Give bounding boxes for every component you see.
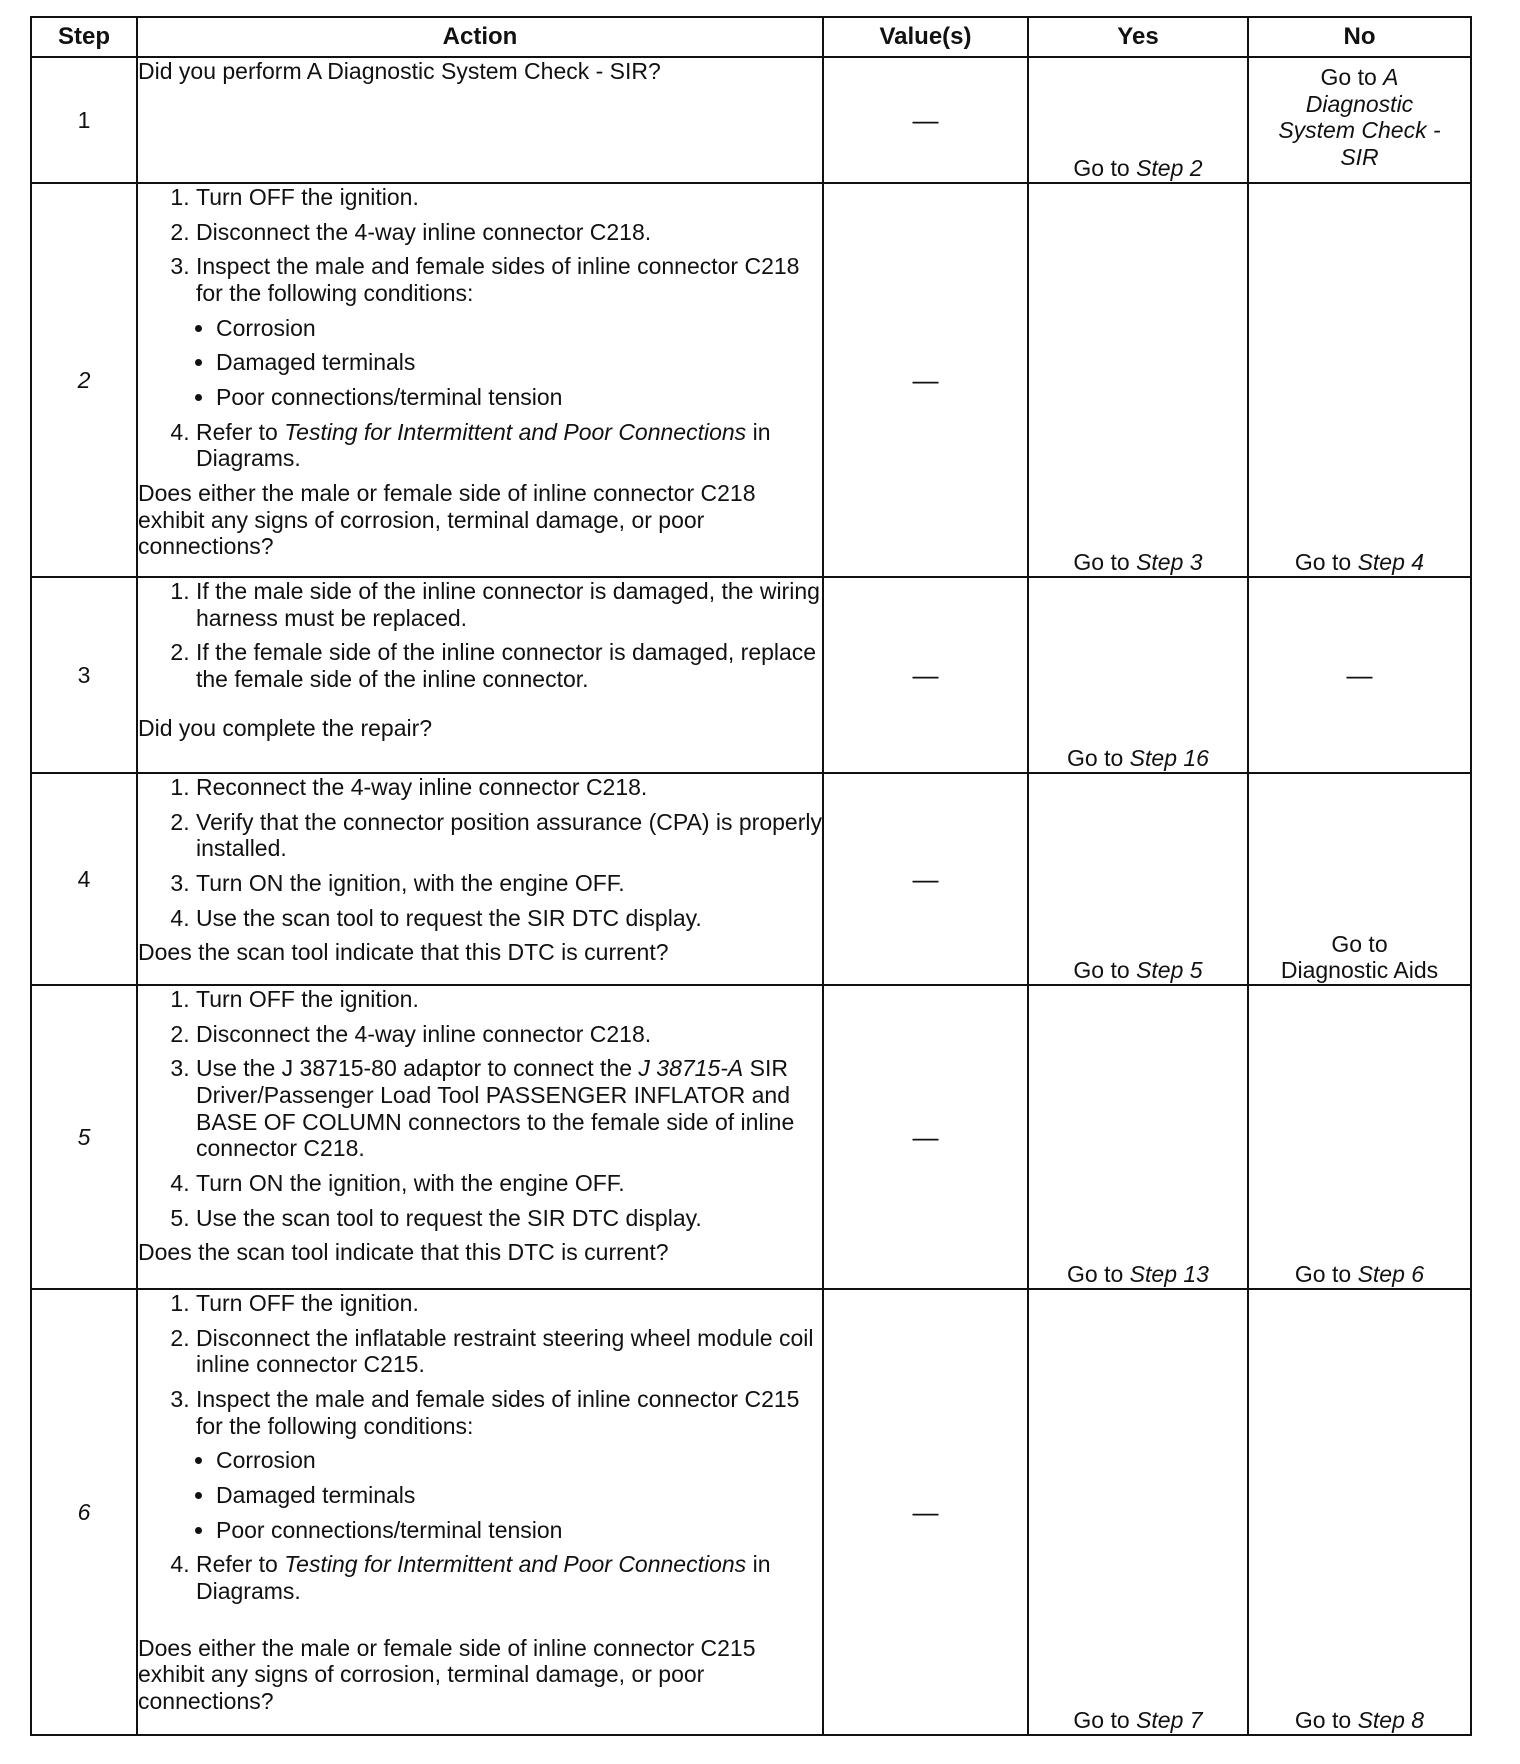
- value-cell: —: [823, 57, 1028, 183]
- action-steps: [138, 184, 822, 472]
- condition-item: • Poor connections/terminal tension: [216, 1517, 822, 1544]
- step-number: 1: [31, 57, 137, 183]
- condition-list: [196, 315, 822, 411]
- action-item: 1. If the male side of the inline connector is damaged, the wiring harness must be replaced.: [196, 578, 822, 631]
- no-prefix: Go to: [1331, 930, 1388, 957]
- diagnostic-table: [30, 16, 1472, 1736]
- no-prefix: Go to: [1294, 1707, 1352, 1734]
- condition-list: [196, 1447, 822, 1543]
- yes-cell: [1028, 183, 1248, 577]
- header-action: Action: [137, 17, 823, 57]
- no-target-link[interactable]: Step 6: [1357, 1261, 1425, 1288]
- table-row: [31, 773, 1471, 985]
- yes-prefix: Go to: [1073, 957, 1130, 984]
- action-question: Did you perform A Diagnostic System Check - SIR?: [138, 58, 661, 84]
- no-target-link[interactable]: A Diagnostic System Check - SIR: [1278, 64, 1441, 171]
- table-row: [31, 1289, 1471, 1735]
- condition-item: • Corrosion: [216, 315, 822, 342]
- table-row: [31, 577, 1471, 773]
- action-cell: [137, 773, 823, 985]
- action-item: 1. Turn OFF the ignition.: [196, 1290, 822, 1317]
- action-item: 2. Disconnect the inflatable restraint steering wheel module coil inline connector C215.: [196, 1325, 822, 1378]
- no-prefix: Go to: [1294, 1261, 1352, 1288]
- no-cell: [1248, 985, 1471, 1289]
- yes-prefix: Go to: [1067, 745, 1124, 772]
- yes-prefix: Go to: [1073, 155, 1130, 182]
- action-item-text: Inspect the male and female sides of inline connector C218 for the following conditions:: [196, 253, 800, 307]
- action-question: Does either the male or female side of inline connector C215 exhibit any signs of corrosion, terminal damage, or poor connections?: [138, 1634, 756, 1715]
- yes-cell: [1028, 1289, 1248, 1735]
- action-cell: [137, 183, 823, 577]
- action-item: 2. Disconnect the 4-way inline connector C218.: [196, 1021, 822, 1048]
- action-item: [196, 1055, 822, 1162]
- step-number: 6: [31, 1289, 137, 1735]
- yes-cell: [1028, 57, 1248, 183]
- yes-target-link[interactable]: Step 5: [1136, 957, 1203, 984]
- no-cell: [1248, 57, 1471, 183]
- value-cell: —: [823, 577, 1028, 773]
- action-cell: [137, 57, 823, 183]
- header-yes: Yes: [1028, 17, 1248, 57]
- no-cell: [1248, 1289, 1471, 1735]
- step-number: 5: [31, 985, 137, 1289]
- action-item: 4. Turn ON the ignition, with the engine OFF.: [196, 1170, 822, 1197]
- action-steps: [138, 774, 822, 931]
- refer-prefix: Refer to: [196, 418, 278, 445]
- action-question: Does either the male or female side of inline connector C218 exhibit any signs of corrosion, terminal damage, or poor connections?: [138, 480, 756, 560]
- header-values: Value(s): [823, 17, 1028, 57]
- action-item: 1. Turn OFF the ignition.: [196, 986, 822, 1013]
- yes-prefix: Go to: [1073, 1707, 1130, 1734]
- no-target-link[interactable]: Step 8: [1357, 1707, 1425, 1734]
- no-target-link[interactable]: Diagnostic Aids: [1280, 957, 1439, 984]
- action-cell: [137, 577, 823, 773]
- action-steps: [138, 986, 822, 1231]
- action-steps: [138, 1290, 822, 1605]
- yes-target-link[interactable]: Step 13: [1129, 1261, 1209, 1288]
- no-cell: [1248, 183, 1471, 577]
- refer-suffix: in Diagrams.: [196, 418, 771, 472]
- step-number: 2: [31, 183, 137, 577]
- table-row: [31, 183, 1471, 577]
- yes-prefix: Go to: [1067, 1261, 1124, 1288]
- reference-link[interactable]: Testing for Intermittent and Poor Connections: [284, 1551, 747, 1578]
- header-no: No: [1248, 17, 1471, 57]
- no-prefix: Go to: [1294, 549, 1352, 576]
- action-item: [196, 1551, 822, 1604]
- action-question: Did you complete the repair?: [138, 714, 433, 741]
- action-item: 2. Verify that the connector position assurance (CPA) is properly installed.: [196, 809, 822, 862]
- action-item: [196, 253, 822, 410]
- yes-target-link[interactable]: Step 16: [1129, 745, 1209, 772]
- value-cell: —: [823, 183, 1028, 577]
- yes-target-link[interactable]: Step 2: [1136, 155, 1203, 182]
- refer-prefix: Refer to: [196, 1551, 278, 1578]
- condition-item: • Poor connections/terminal tension: [216, 384, 822, 411]
- refer-suffix: in Diagrams.: [196, 1551, 771, 1605]
- condition-item: • Damaged terminals: [216, 349, 822, 376]
- action-item: [196, 419, 822, 472]
- action-question: Does the scan tool indicate that this DTC is current?: [138, 939, 669, 966]
- value-cell: —: [823, 985, 1028, 1289]
- action-item: 3. Turn ON the ignition, with the engine OFF.: [196, 870, 822, 897]
- value-cell: —: [823, 1289, 1028, 1735]
- action-cell: [137, 1289, 823, 1735]
- action-steps: [138, 578, 822, 693]
- condition-item: • Damaged terminals: [216, 1482, 822, 1509]
- step-number: 3: [31, 577, 137, 773]
- action-item: 5. Use the scan tool to request the SIR DTC display.: [196, 1205, 822, 1232]
- tool-name: J 38715-A: [638, 1055, 744, 1082]
- step-number: 4: [31, 773, 137, 985]
- header-row: [31, 17, 1471, 57]
- action-item: 2. Disconnect the 4-way inline connector C218.: [196, 219, 822, 246]
- action-item: 1. Reconnect the 4-way inline connector C218.: [196, 774, 822, 801]
- no-cell: —: [1248, 577, 1471, 773]
- table-row: [31, 57, 1471, 183]
- no-target-link[interactable]: Step 4: [1357, 549, 1425, 576]
- yes-cell: [1028, 577, 1248, 773]
- action-item: 2. If the female side of the inline connector is damaged, replace the female side of the inline connector.: [196, 639, 822, 692]
- no-prefix: Go to: [1320, 64, 1377, 90]
- reference-link[interactable]: Testing for Intermittent and Poor Connections: [284, 418, 747, 445]
- action-item: [196, 1386, 822, 1543]
- yes-prefix: Go to: [1073, 549, 1130, 576]
- action-item: 1. Turn OFF the ignition.: [196, 184, 822, 211]
- action-item-text: Inspect the male and female sides of inline connector C215 for the following conditions:: [196, 1386, 800, 1439]
- action-question: Does the scan tool indicate that this DTC is current?: [138, 1239, 669, 1266]
- yes-cell: [1028, 985, 1248, 1289]
- table-row: [31, 985, 1471, 1289]
- yes-target-link[interactable]: Step 3: [1136, 549, 1203, 576]
- yes-cell: [1028, 773, 1248, 985]
- yes-target-link[interactable]: Step 7: [1136, 1707, 1203, 1734]
- no-cell: [1248, 773, 1471, 985]
- action-cell: [137, 985, 823, 1289]
- action-item-text: Use the J 38715-80 adaptor to connect the: [196, 1055, 633, 1082]
- action-item: 4. Use the scan tool to request the SIR DTC display.: [196, 905, 822, 932]
- value-cell: —: [823, 773, 1028, 985]
- header-step: Step: [31, 17, 137, 57]
- action-item-text: SIR Driver/Passenger Load Tool PASSENGER INFLATOR and BASE OF COLUMN connectors to the female side of inline connector C218.: [196, 1055, 795, 1162]
- condition-item: • Corrosion: [216, 1447, 822, 1474]
